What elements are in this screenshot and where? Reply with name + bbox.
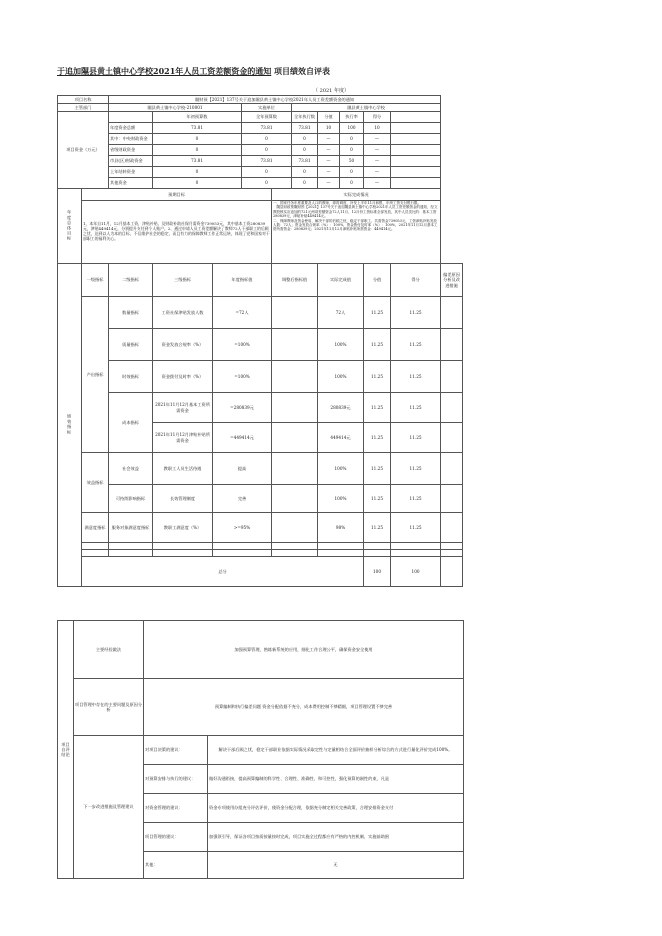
funds-row (58, 134, 463, 145)
indicator-got: 11.25 (391, 361, 441, 393)
funds-header-0: 年初预算数 (153, 112, 242, 123)
goals-expected-header: 预期目标 (82, 189, 272, 201)
funds-cell: — (364, 156, 391, 167)
indicator-row (58, 485, 463, 513)
blank-cell (364, 550, 391, 557)
funds-cell: 73.81 (153, 123, 242, 134)
indicator-header: 一级指标 (82, 264, 109, 297)
indicator-deviation (441, 297, 463, 329)
indicator-got: 11.25 (391, 393, 441, 423)
funds-cell: — (364, 178, 391, 189)
funds-cell: 0 (153, 167, 242, 178)
funds-cell: — (364, 145, 391, 156)
indicator-header: 偏差原因分析及改进措施 (441, 264, 463, 297)
improve-row (58, 736, 464, 765)
total-label: 总分 (82, 557, 364, 587)
indicator-target: 完善 (213, 485, 272, 513)
goals-actual-header: 实际完成情况 (272, 189, 441, 201)
total-pad (441, 557, 463, 587)
funds-cell-pad (391, 134, 441, 145)
indicator-header: 三级指标 (153, 264, 213, 297)
indicator-adjusted (272, 453, 318, 485)
improve-item-text: 做好沟通衔接，提高预算编制的科学性、合理性、准确性、和可控性，强化预算的刚性约束，凡是 (208, 765, 464, 794)
goals-expected-text: 1、本年自11月，12月基本工资，津贴补贴，及财政补助社保月需资金739053元，其中基本工资280839元，津贴449414元，分别提升支付到个人账户。2、通过申请人员工资差额解决了教师72人干部职工的后顾之忧，达到以人为本的目标，不仅维护社会的稳定，而且有力的保障教师工作正常运转，体现了党和国家对干部职工的福利关心。 (82, 201, 272, 264)
funds-cell: — (318, 145, 340, 156)
indicator-deviation (441, 485, 463, 513)
indicator-name: 教职工满意度（%） (153, 513, 213, 543)
blank-cell (213, 550, 272, 557)
improve-item-label: 其他： (144, 852, 208, 879)
output-label: 产出指标 (82, 297, 109, 453)
impl-label: 实施单位 (242, 104, 292, 112)
improve-item-text: 资金专项使用办组充分评估评价，使资金分配合理，依据充分制定相关完善政策，合理安排资金支付 (208, 794, 464, 823)
indicator-header: 年度指标值 (213, 264, 272, 297)
funds-cell: 73.81 (292, 123, 318, 134)
indicator-adjusted (272, 329, 318, 361)
improve-item-text: 解决干部后顾之忧，稳定干部职业依据实际情况采取定性与定量相结合全面评价抽样分析综合的方式进行量化评价完成100%。 (208, 736, 464, 765)
blank-cell (153, 543, 213, 550)
indicator-level2: 数量指标 (109, 297, 153, 329)
year-subtitle: （ 2021 年度） (313, 88, 349, 94)
indicator-actual: 100% (318, 329, 364, 361)
indicator-row (58, 393, 463, 423)
blank-cell (391, 550, 441, 557)
conclusion-side-label: 项目自评结论 (58, 621, 74, 879)
page-title (57, 66, 330, 77)
impl-value: 隰县黄土镇中心学校 (292, 104, 441, 112)
funds-cell: 0 (153, 178, 242, 189)
funds-row (58, 156, 463, 167)
main-experience-label: 主要经验做法 (74, 621, 144, 679)
total-score: 100 (364, 557, 391, 587)
funds-cell: 0 (242, 167, 292, 178)
indicator-actual: 100% (318, 485, 364, 513)
goals-content-row (58, 201, 463, 264)
funds-cell-pad (391, 123, 441, 134)
funds-cell: — (318, 178, 340, 189)
indicator-target: =449414元 (213, 423, 272, 453)
indicator-got: 11.25 (391, 297, 441, 329)
total-row (58, 557, 463, 587)
improve-item-label: 对资金管理的建议： (144, 794, 208, 823)
funds-cell: 0 (292, 178, 318, 189)
funds-cell: 0 (340, 178, 364, 189)
indicator-score: 11.25 (364, 297, 391, 329)
funds-row (58, 178, 463, 189)
blank-cell (272, 543, 318, 550)
funds-header-row (58, 112, 463, 123)
indicator-got: 11.25 (391, 485, 441, 513)
blank-cell (441, 550, 463, 557)
funds-cell-pad (391, 167, 441, 178)
indicator-score: 11.25 (364, 393, 391, 423)
funds-row-label: 市县(区)财政资金 (109, 156, 153, 167)
funds-header-pad (391, 112, 441, 123)
funds-row-label: 省级财政资金 (109, 145, 153, 156)
indicator-actual: 72人 (318, 297, 364, 329)
indicator-target: >=95% (213, 513, 272, 543)
funds-cell: 73.81 (242, 123, 292, 134)
indicator-adjusted (272, 513, 318, 543)
indicator-got: 11.25 (391, 423, 441, 453)
indicator-score: 11.25 (364, 453, 391, 485)
main-experience-text: 加强预算管理，熟练新系统的应用，细化工作合理公平，确保资金安全使用 (144, 621, 464, 679)
funds-header-2: 全年执行数 (292, 112, 318, 123)
indicator-score: 11.25 (364, 361, 391, 393)
indicator-adjusted (272, 485, 318, 513)
improve-label: 下一步改进措施及管理建议 (74, 736, 144, 879)
indicator-actual: 280839元 (318, 393, 364, 423)
funds-header-5: 得分 (364, 112, 391, 123)
funds-cell: 0 (292, 134, 318, 145)
funds-cell-pad (391, 156, 441, 167)
improve-item-text: 加强领引导，保证各项目按质按量按时完成，项目实施全过程都应有严格的内控机制，实施前助围 (208, 823, 464, 852)
total-got: 100 (391, 557, 441, 587)
funds-row (58, 123, 463, 134)
indicator-score: 11.25 (364, 513, 391, 543)
funds-cell: — (364, 134, 391, 145)
blank-row (58, 543, 463, 550)
project-name-label: 项目名称 (58, 96, 109, 104)
indicator-row (58, 453, 463, 485)
improve-item-label: 项目管理的建议： (144, 823, 208, 852)
funds-cell: 73.81 (153, 156, 242, 167)
indicator-target: =72人 (213, 297, 272, 329)
funds-row-label: 上年结转资金 (109, 167, 153, 178)
indicator-adjusted (272, 297, 318, 329)
problem-text: 预算编制和执行偏差问题 资金分配依据不充分，成本费用控制不够精细，项目管理设置不够完善 (144, 679, 464, 736)
dept-value: 隰县黄土镇中心学校-210001 (109, 104, 242, 112)
conclusion-table (57, 620, 464, 879)
indicator-header: 分值 (364, 264, 391, 297)
indicator-deviation (441, 513, 463, 543)
funds-header-1: 全年预算数 (242, 112, 292, 123)
indicator-level2: 成本指标 (109, 393, 153, 453)
indicator-level2: 可持续影响指标 (109, 485, 153, 513)
funds-cell: — (318, 167, 340, 178)
indicator-name: 资金发放合规率（%） (153, 329, 213, 361)
indicator-name: 工资社保津贴发放人数 (153, 297, 213, 329)
funds-header-blank (109, 112, 153, 123)
main-experience-row (58, 621, 464, 679)
blank-row (58, 550, 463, 557)
indicator-adjusted (272, 393, 318, 423)
indicator-target: =100% (213, 329, 272, 361)
dept-label: 主管部门 (58, 104, 109, 112)
goals-header-row (58, 189, 463, 201)
improve-item-label: 对项目决策的建议： (144, 736, 208, 765)
funds-cell: 0 (340, 134, 364, 145)
funds-cell: 10 (364, 123, 391, 134)
goals-actual-text: 一、国家任务年度重要及人口的教师，即将调度，补发上半年11月和银，年终工资支付银行限。 隰县财政预隰财预【2021】137号关于追加隰县黄土镇中心学校2021年人员工资差额资金的通知，经文教股核实应追加的721元两项差额资金72人11月、12月份工资标准全部发放，其中人员类比的：基本工资280839元，津贴补贴449414元。 二、保障教师及资金使用，解决干部的后顾之忧，稳定干部职工、共需资金739053元，工资津贴补贴发放人数：72人；资金发放合规率（%）：100%，资金拨付及时率（%）：100%，2021年11月12月基本工资所需资金：280839元；2021年11月12月津贴补贴所需资金：449414元。 (272, 201, 441, 264)
indicator-header: 得分 (391, 264, 441, 297)
funds-cell-pad (391, 145, 441, 156)
indicator-target: =100% (213, 361, 272, 393)
indicator-row (58, 329, 463, 361)
indicator-name: 长效管理制度 (153, 485, 213, 513)
indicator-header: 实际完成值 (318, 264, 364, 297)
funds-cell: 0 (292, 167, 318, 178)
funds-row (58, 145, 463, 156)
funds-cell: 10 (318, 123, 340, 134)
blank-cell (272, 550, 318, 557)
funds-cell: — (318, 134, 340, 145)
indicator-row (58, 361, 463, 393)
indicator-level2: 服务对象满意度指标 (109, 513, 153, 543)
funds-header-4: 执行率 (340, 112, 364, 123)
indicator-got: 11.25 (391, 513, 441, 543)
funds-cell: 0 (242, 178, 292, 189)
indicator-deviation (441, 423, 463, 453)
problem-label: 项目管理中存在的主要问题及原因分析 (74, 679, 144, 736)
blank-cell (153, 550, 213, 557)
indicator-name: 2021年11月12月基本工资所需资金 (153, 393, 213, 423)
indicator-row (58, 297, 463, 329)
funds-cell-pad (391, 178, 441, 189)
funds-row-label: 其他资金 (109, 178, 153, 189)
improve-item-label: 对预算安排与执行的建议： (144, 765, 208, 794)
funds-cell: — (364, 167, 391, 178)
funds-row-label: 其中：中央财政资金 (109, 134, 153, 145)
title-suffix: 项目绩效自评表 (271, 66, 331, 76)
funds-cell: 0 (242, 134, 292, 145)
funds-cell: 0 (153, 145, 242, 156)
indicator-level2: 质量指标 (109, 329, 153, 361)
funds-cell: 50 (340, 156, 364, 167)
indicator-deviation (441, 453, 463, 485)
indicator-adjusted (272, 423, 318, 453)
funds-cell: 0 (292, 145, 318, 156)
blank-cell (82, 543, 109, 550)
blank-cell (213, 543, 272, 550)
indicator-target: 提高 (213, 453, 272, 485)
indicator-actual: 98% (318, 513, 364, 543)
indicators-header-row (58, 264, 463, 297)
funds-row-label: 年度资金总额 (109, 123, 153, 134)
indicator-name: 2021年11月12月津贴补贴所需资金 (153, 423, 213, 453)
improve-item-text: 无 (208, 852, 464, 879)
indicator-adjusted (272, 361, 318, 393)
indicator-got: 11.25 (391, 453, 441, 485)
funds-cell: 0 (340, 145, 364, 156)
blank-cell (318, 550, 364, 557)
funds-cell: 100 (340, 123, 364, 134)
indicator-deviation (441, 361, 463, 393)
funds-cell: — (318, 156, 340, 167)
project-name-row (58, 96, 463, 104)
funds-cell: 73.81 (292, 156, 318, 167)
funds-cell: 0 (242, 145, 292, 156)
funds-header-3: 分值 (318, 112, 340, 123)
satisfaction-label: 满意度指标 (82, 513, 109, 543)
indicator-name: 资金拨付及时率（%） (153, 361, 213, 393)
indicator-target: =280839元 (213, 393, 272, 423)
problem-row (58, 679, 464, 736)
dept-row (58, 104, 463, 112)
blank-cell (109, 550, 153, 557)
blank-cell (364, 543, 391, 550)
funds-row (58, 167, 463, 178)
goals-side-label: 年度总体目标 (58, 189, 82, 264)
indicator-name: 教职工人员生活待遇 (153, 453, 213, 485)
funds-group-label: 项目资金（万元） (58, 112, 109, 189)
funds-cell: 0 (153, 134, 242, 145)
benefit-label: 效益指标 (82, 453, 109, 513)
indicator-score: 11.25 (364, 329, 391, 361)
indicator-level2: 时效指标 (109, 361, 153, 393)
indicator-score: 11.25 (364, 423, 391, 453)
indicator-deviation (441, 393, 463, 423)
funds-cell: 73.81 (242, 156, 292, 167)
blank-cell (82, 550, 109, 557)
title-link[interactable]: 于追加隰县黄土镇中心学校2021年人员工资差额资金的通知 (57, 66, 272, 76)
blank-cell (441, 543, 463, 550)
blank-cell (391, 543, 441, 550)
indicator-got: 11.25 (391, 329, 441, 361)
indicator-row (58, 513, 463, 543)
indicator-actual: 449414元 (318, 423, 364, 453)
evaluation-table (57, 95, 463, 587)
indicators-side-label: 绩效指标 (58, 264, 82, 587)
blank-cell (109, 543, 153, 550)
indicator-header: 调整后指标值 (272, 264, 318, 297)
blank-cell (318, 543, 364, 550)
funds-cell: 0 (340, 167, 364, 178)
indicator-actual: 100% (318, 361, 364, 393)
indicator-level2: 社会效益 (109, 453, 153, 485)
indicator-deviation (441, 329, 463, 361)
indicator-actual: 100% (318, 453, 364, 485)
project-name-value: 隰财预【2021】137号关于追加隰县黄土镇中心学校2021年人员工资差额资金的通知 (109, 96, 441, 104)
indicator-header: 二级指标 (109, 264, 153, 297)
indicator-score: 11.25 (364, 485, 391, 513)
